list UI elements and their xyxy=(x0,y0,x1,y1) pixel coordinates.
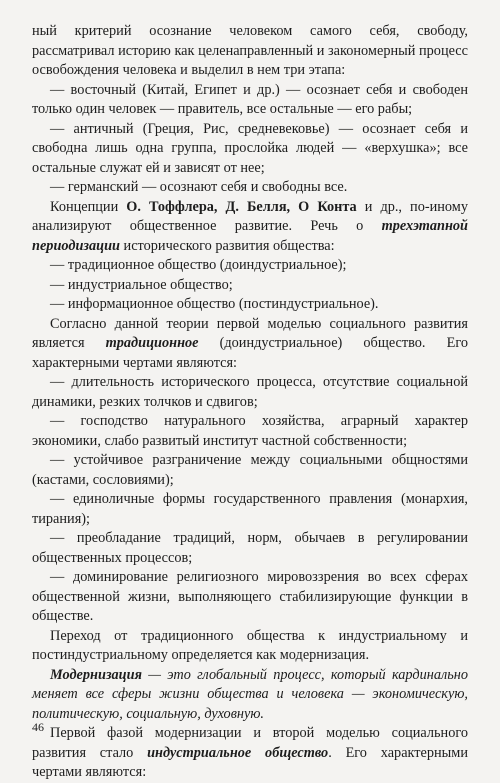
text-run: (доиндустриальное) общество. Его характерными чертами являются: xyxy=(32,335,468,371)
term-emphasis: индустриальное общество xyxy=(147,744,329,761)
term-emphasis: традиционное xyxy=(105,335,199,351)
text-run: исторического развития общества: xyxy=(119,237,335,254)
definition-text: — это глобальный процесс, который кардинально меняет все сферы жизни общества и человека — экономическую, политическую, социальную, духовную. xyxy=(32,666,468,722)
term-emphasis: трехэтапной периодизации xyxy=(32,218,468,254)
list-item: — господство натурального хозяйства, аграрный характер экономики, слабо развитый институт частной собственности; xyxy=(32,413,468,449)
paragraph: ный критерий осознание человеком самого себя, свободу, рассматривал историю как целенаправленный и закономерный процесс освобождения человека и выделил в нем три этапа: xyxy=(32,23,468,78)
paragraph xyxy=(32,198,468,257)
list-item: — информационное общество (постиндустриальное). xyxy=(50,296,379,312)
text-run: . Его характерными чертами являются: xyxy=(32,744,468,780)
paragraph xyxy=(32,724,468,783)
page-number: 46 xyxy=(32,720,44,734)
list-item: — германский — осознают себя и свободны все. xyxy=(50,179,348,195)
list-item: — традиционное общество (доиндустриальное); xyxy=(50,257,347,273)
list-item: — единоличные формы государственного правления (монархия, тирания); xyxy=(32,491,468,527)
paragraph: Переход от традиционного общества к индустриальному и постиндустриальному определяется как модернизация. xyxy=(32,627,468,663)
list-item: — восточный (Китай, Египет и др.) — осознает себя и свободен только один человек — правитель, все остальные — его рабы; xyxy=(32,81,468,117)
page-body xyxy=(32,22,468,783)
list-item: — античный (Греция, Рис, средневековье) — осознает себя и свободна лишь одна группа, прослойка людей — «верхушка»; все остальные служат ей и зависят от нее; xyxy=(32,120,468,176)
text-run: и др., по-иному анализируют общественное развитие. Речь о xyxy=(32,198,468,234)
paragraph xyxy=(32,315,468,374)
term-emphasis: Модернизация xyxy=(50,666,142,683)
definition xyxy=(32,666,468,725)
list-item: — длительность исторического процесса, отсутствие социальной динамики, резких толчков и сдвигов; xyxy=(32,374,468,410)
text-run: Концепции xyxy=(50,198,127,215)
text-run: Первой фазой модернизации и второй моделью социального развития стало xyxy=(32,725,468,761)
list-item: — индустриальное общество; xyxy=(50,276,233,293)
list-item: — преобладание традиций, норм, обычаев в регулировании общественных процессов; xyxy=(32,530,468,566)
list-item: — доминирование религиозного мировоззрения во всех сферах общественной жизни, выполняющего стабилизирующие функции в обществе. xyxy=(32,569,468,624)
authors-bold: О. Тоффлера, Д. Белля, О Конта xyxy=(126,198,357,215)
list-item: — устойчивое разграничение между социальными общностями (кастами, сословиями); xyxy=(32,452,468,488)
text-run: Согласно данной теории первой моделью социального развития является xyxy=(32,315,468,351)
